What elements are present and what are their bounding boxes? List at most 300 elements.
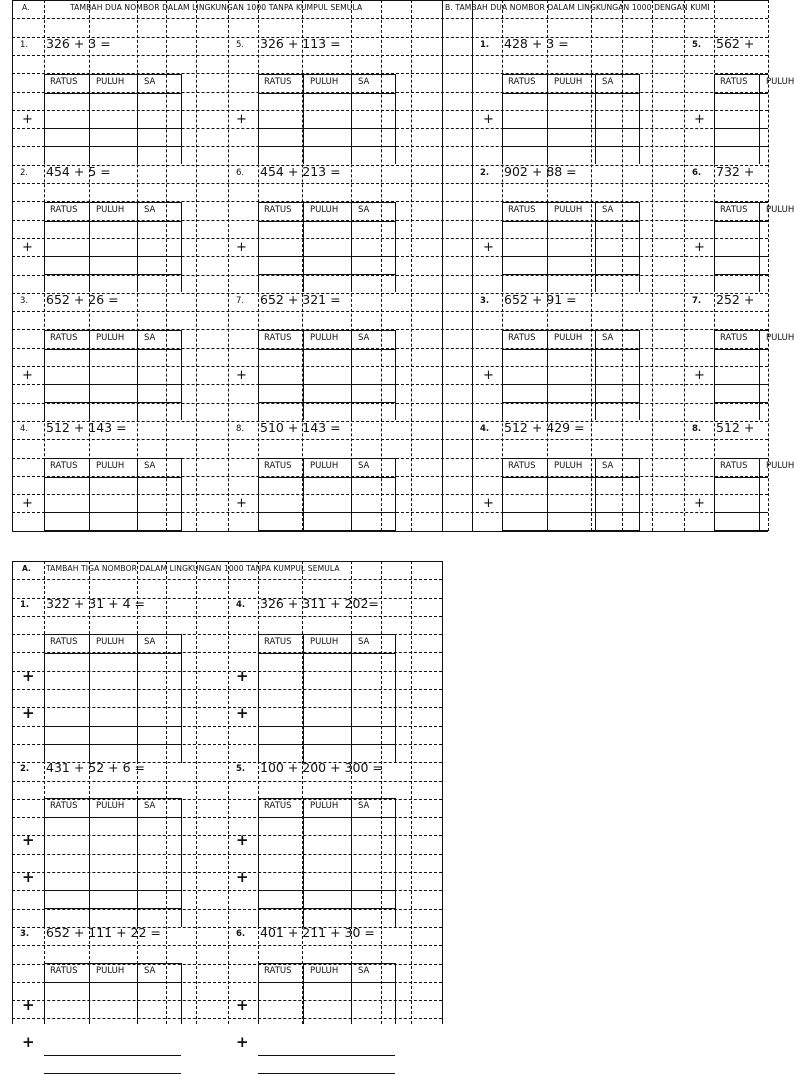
section-border <box>442 0 443 531</box>
column-header-sa: SA <box>144 333 156 343</box>
plus-sign: + <box>236 996 249 1014</box>
problem-expression: 512 + <box>716 420 755 435</box>
top-border <box>12 561 442 562</box>
grid-line <box>381 0 382 531</box>
column-header-ratus: RATUS <box>50 333 78 343</box>
plus-sign: + <box>694 368 705 383</box>
problem-expression: 326 + 3 = <box>46 36 111 51</box>
box-line <box>44 744 181 745</box>
box-line <box>258 202 395 203</box>
plus-sign: + <box>483 496 494 511</box>
box-line <box>547 330 548 420</box>
plus-sign: + <box>483 368 494 383</box>
sum-line <box>258 726 395 727</box>
box-line <box>137 458 138 531</box>
box-line <box>44 74 45 164</box>
box-line <box>181 330 182 420</box>
grid-line <box>12 1018 442 1019</box>
column-header-ratus: RATUS <box>508 77 536 87</box>
sum-line <box>44 1055 181 1056</box>
box-line <box>181 634 182 763</box>
section-border <box>12 0 13 531</box>
box-line <box>639 74 640 164</box>
grid-line <box>381 561 382 1024</box>
column-header-ratus: RATUS <box>264 205 292 215</box>
box-line <box>502 458 639 459</box>
box-line <box>395 330 396 420</box>
box-line <box>351 634 352 763</box>
box-line <box>44 963 45 1024</box>
plus-sign: + <box>236 831 249 849</box>
box-line <box>258 202 259 292</box>
box-line <box>89 74 90 164</box>
sum-line <box>502 512 639 513</box>
box-line <box>502 202 503 292</box>
problem-expression: 431 + 52 + 6 = <box>46 760 146 775</box>
plus-sign: + <box>22 704 35 722</box>
plus-sign: + <box>22 240 33 255</box>
box-line <box>258 93 395 94</box>
box-line <box>547 458 548 531</box>
grid-line <box>12 165 768 166</box>
box-line <box>44 982 181 983</box>
box-line <box>137 202 138 292</box>
column-header-sa: SA <box>358 461 370 471</box>
box-line <box>502 330 639 331</box>
box-line <box>181 963 182 1024</box>
column-header-sa: SA <box>144 637 156 647</box>
problem-expression: 454 + 5 = <box>46 164 111 179</box>
sum-line <box>44 384 181 385</box>
grid-line <box>12 579 442 580</box>
box-line <box>395 798 396 927</box>
grid-line <box>12 1000 442 1001</box>
sum-line <box>258 890 395 891</box>
box-line <box>759 330 760 420</box>
sum-line <box>44 128 181 129</box>
section-border <box>12 561 13 1024</box>
problem-number: 8. <box>236 424 245 434</box>
column-header-puluh: PULUH <box>96 77 125 87</box>
box-line <box>303 798 304 927</box>
column-header-ratus: RATUS <box>508 461 536 471</box>
problem-expression: 326 + 311 + 202= <box>260 596 379 611</box>
problem-number: 5. <box>692 40 702 50</box>
grid-line <box>12 854 442 855</box>
grid-line <box>12 964 442 965</box>
plus-sign: + <box>236 368 247 383</box>
column-header-puluh: PULUH <box>310 333 339 343</box>
box-line <box>258 798 395 799</box>
grid-line <box>12 872 442 873</box>
box-line <box>351 963 352 1024</box>
column-header-ratus: RATUS <box>264 333 292 343</box>
plus-sign: + <box>22 112 33 127</box>
box-line <box>759 74 760 164</box>
box-line <box>44 458 45 531</box>
sum-line <box>258 1055 395 1056</box>
plus-sign: + <box>236 240 247 255</box>
grid-line <box>684 0 685 531</box>
box-line <box>395 634 396 763</box>
box-line <box>89 634 90 763</box>
box-line <box>258 74 395 75</box>
box-line <box>258 330 395 331</box>
box-line <box>44 817 181 818</box>
column-header-puluh: PULUH <box>96 333 125 343</box>
section-title: TAMBAH TIGA NOMBOR DALAM LINGKUNGAN 1000 TANPA KUMPUL SEMULA <box>46 564 340 573</box>
box-line <box>595 74 596 164</box>
grid-line <box>196 0 197 531</box>
sum-line <box>44 726 181 727</box>
box-line <box>759 458 760 531</box>
column-header-puluh: PULUH <box>310 461 339 471</box>
grid-line <box>44 561 45 1024</box>
box-line <box>44 93 181 94</box>
box-line <box>258 221 395 222</box>
column-header-ratus: RATUS <box>50 637 78 647</box>
sum-line <box>502 256 639 257</box>
box-line <box>714 458 715 531</box>
problem-number: 2. <box>20 764 30 774</box>
problem-number: 3. <box>480 296 490 306</box>
box-line <box>137 634 138 763</box>
column-header-sa: SA <box>358 637 370 647</box>
grid-line <box>12 366 768 367</box>
box-line <box>44 202 181 203</box>
grid-line <box>12 439 768 440</box>
box-line <box>502 477 639 478</box>
box-line <box>547 202 548 292</box>
box-line <box>44 402 181 403</box>
box-line <box>303 202 304 292</box>
plus-sign: + <box>22 996 35 1014</box>
column-header-ratus: RATUS <box>50 205 78 215</box>
problem-expression: 652 + 111 + 22 = <box>46 925 161 940</box>
box-line <box>258 458 395 459</box>
grid-line <box>652 0 653 531</box>
column-header-puluh: PULUH <box>766 461 794 471</box>
grid-line <box>622 0 623 531</box>
sum-line <box>502 128 639 129</box>
grid-line <box>302 561 303 1024</box>
column-header-ratus: RATUS <box>720 333 748 343</box>
sum-line <box>258 128 395 129</box>
problem-expression: 326 + 113 = <box>260 36 341 51</box>
column-header-puluh: PULUH <box>554 333 583 343</box>
column-header-puluh: PULUH <box>96 966 125 976</box>
column-header-ratus: RATUS <box>50 966 78 976</box>
grid-line <box>166 561 167 1024</box>
column-header-sa: SA <box>144 77 156 87</box>
problem-expression: 652 + 91 = <box>504 292 577 307</box>
problem-expression: 652 + 321 = <box>260 292 341 307</box>
box-line <box>395 202 396 292</box>
grid-line <box>12 55 768 56</box>
box-line <box>547 74 548 164</box>
box-line <box>258 458 259 531</box>
box-line <box>258 634 259 763</box>
column-header-puluh: PULUH <box>766 333 794 343</box>
sum-line <box>502 384 639 385</box>
problem-number: 1. <box>20 40 29 50</box>
column-header-ratus: RATUS <box>264 801 292 811</box>
problem-number: 6. <box>236 929 246 939</box>
section-title: B. TAMBAH DUA NOMBOR DALAM LINGKUNGAN 1000 DENGAN KUMI <box>445 3 710 12</box>
problem-number: 6. <box>692 168 702 178</box>
box-line <box>502 146 639 147</box>
box-line <box>303 634 304 763</box>
box-line <box>759 202 760 292</box>
box-line <box>303 74 304 164</box>
column-header-ratus: RATUS <box>720 77 748 87</box>
box-line <box>502 349 639 350</box>
bottom-border <box>12 531 768 532</box>
column-header-sa: SA <box>358 205 370 215</box>
column-header-puluh: PULUH <box>96 801 125 811</box>
plus-sign: + <box>236 704 249 722</box>
sum-line <box>44 512 181 513</box>
box-line <box>181 458 182 531</box>
grid-line <box>12 616 442 617</box>
grid-line <box>12 293 768 294</box>
problem-number: 4. <box>236 600 246 610</box>
column-header-sa: SA <box>602 333 614 343</box>
column-header-puluh: PULUH <box>96 637 125 647</box>
column-header-puluh: PULUH <box>310 801 339 811</box>
box-line <box>258 908 395 909</box>
box-line <box>44 963 181 964</box>
box-line <box>44 221 181 222</box>
section-letter: A. <box>22 564 31 573</box>
grid-line <box>12 238 768 239</box>
box-line <box>351 458 352 531</box>
problem-number: 5. <box>236 40 245 50</box>
box-line <box>502 402 639 403</box>
grid-line <box>12 707 442 708</box>
plus-sign: + <box>22 667 35 685</box>
sum-line <box>258 384 395 385</box>
box-line <box>258 402 395 403</box>
column-header-puluh: PULUH <box>310 637 339 647</box>
sum-line <box>258 256 395 257</box>
problem-number: 2. <box>20 168 29 178</box>
grid-line <box>137 561 138 1024</box>
box-line <box>137 330 138 420</box>
sum-line <box>44 256 181 257</box>
box-line <box>502 93 639 94</box>
column-header-ratus: RATUS <box>264 966 292 976</box>
box-line <box>258 817 395 818</box>
grid-line <box>12 835 442 836</box>
box-line <box>181 798 182 927</box>
box-line <box>303 458 304 531</box>
section-letter: A. <box>22 3 30 12</box>
box-line <box>395 74 396 164</box>
grid-line <box>196 561 197 1024</box>
problem-number: 5. <box>236 764 246 774</box>
column-header-sa: SA <box>602 461 614 471</box>
column-header-ratus: RATUS <box>508 205 536 215</box>
sum-line <box>258 512 395 513</box>
section-border <box>442 561 443 1024</box>
box-line <box>303 963 304 1024</box>
section-title: TAMBAH DUA NOMBOR DALAM LINGKUNGAN 1000 TANPA KUMPUL SEMULA <box>70 3 363 12</box>
column-header-ratus: RATUS <box>50 461 78 471</box>
problem-number: 4. <box>20 424 29 434</box>
problem-expression: 428 + 3 = <box>504 36 569 51</box>
grid-line <box>12 37 768 38</box>
grid-line <box>12 110 768 111</box>
box-line <box>44 908 181 909</box>
box-line <box>351 330 352 420</box>
box-line <box>502 74 639 75</box>
box-line <box>44 146 181 147</box>
plus-sign: + <box>694 240 705 255</box>
box-line <box>44 634 45 763</box>
grid-line <box>258 561 259 1024</box>
box-line <box>258 74 259 164</box>
column-header-sa: SA <box>358 801 370 811</box>
box-line <box>44 458 181 459</box>
grid-line <box>228 0 229 531</box>
box-line <box>44 274 181 275</box>
box-line <box>639 330 640 420</box>
box-line <box>258 477 395 478</box>
box-line <box>714 74 715 164</box>
box-line <box>137 74 138 164</box>
box-line <box>258 963 395 964</box>
box-line <box>44 798 45 927</box>
box-line <box>303 330 304 420</box>
column-header-ratus: RATUS <box>720 205 748 215</box>
problem-number: 2. <box>480 168 490 178</box>
grid-line <box>166 0 167 531</box>
plus-sign: + <box>22 496 33 511</box>
box-line <box>258 530 395 531</box>
sum-line <box>44 890 181 891</box>
box-line <box>181 202 182 292</box>
box-line <box>258 963 259 1024</box>
column-header-puluh: PULUH <box>554 205 583 215</box>
column-header-sa: SA <box>358 77 370 87</box>
grid-line <box>228 561 229 1024</box>
plus-sign: + <box>22 1033 35 1051</box>
column-header-puluh: PULUH <box>96 205 125 215</box>
box-line <box>502 202 639 203</box>
top-border <box>12 0 768 1</box>
box-line <box>258 274 395 275</box>
box-line <box>639 458 640 531</box>
plus-sign: + <box>483 240 494 255</box>
box-line <box>258 146 395 147</box>
problem-expression: 401 + 211 + 30 = <box>260 925 375 940</box>
problem-number: 3. <box>20 929 30 939</box>
box-line <box>258 744 395 745</box>
plus-sign: + <box>694 112 705 127</box>
problem-number: 7. <box>692 296 702 306</box>
box-line <box>595 458 596 531</box>
box-line <box>502 458 503 531</box>
column-header-puluh: PULUH <box>310 77 339 87</box>
grid-line <box>12 275 768 276</box>
box-line <box>258 634 395 635</box>
plus-sign: + <box>236 868 249 886</box>
column-header-sa: SA <box>602 77 614 87</box>
box-line <box>639 202 640 292</box>
column-header-puluh: PULUH <box>766 205 794 215</box>
column-header-puluh: PULUH <box>96 461 125 471</box>
box-line <box>137 798 138 927</box>
box-line <box>89 202 90 292</box>
grid-line <box>591 0 592 531</box>
box-line <box>89 798 90 927</box>
column-header-sa: SA <box>358 966 370 976</box>
box-line <box>258 982 395 983</box>
box-line <box>44 349 181 350</box>
grid-line <box>12 183 768 184</box>
box-line <box>44 530 181 531</box>
problem-expression: 902 + 88 = <box>504 164 577 179</box>
grid-line <box>12 18 768 19</box>
box-line <box>714 330 715 420</box>
problem-expression: 512 + 429 = <box>504 420 585 435</box>
column-header-sa: SA <box>358 333 370 343</box>
box-line <box>44 634 181 635</box>
box-line <box>502 74 503 164</box>
problem-number: 4. <box>480 424 490 434</box>
problem-number: 6. <box>236 168 245 178</box>
column-header-ratus: RATUS <box>264 77 292 87</box>
column-header-ratus: RATUS <box>264 461 292 471</box>
column-header-sa: SA <box>144 461 156 471</box>
plus-sign: + <box>236 1033 249 1051</box>
column-header-sa: SA <box>144 801 156 811</box>
grid-line <box>12 781 442 782</box>
plus-sign: + <box>22 868 35 886</box>
box-line <box>595 202 596 292</box>
column-header-ratus: RATUS <box>508 333 536 343</box>
box-line <box>44 330 181 331</box>
box-line <box>351 202 352 292</box>
plus-sign: + <box>22 368 33 383</box>
column-header-sa: SA <box>144 205 156 215</box>
box-line <box>502 274 639 275</box>
column-header-ratus: RATUS <box>50 77 78 87</box>
grid-line <box>12 689 442 690</box>
column-header-ratus: RATUS <box>264 637 292 647</box>
plus-sign: + <box>22 831 35 849</box>
box-line <box>595 330 596 420</box>
box-line <box>714 202 715 292</box>
column-header-sa: SA <box>144 966 156 976</box>
column-header-puluh: PULUH <box>766 77 794 87</box>
column-header-ratus: RATUS <box>50 801 78 811</box>
plus-sign: + <box>236 112 247 127</box>
box-line <box>44 74 181 75</box>
box-line <box>89 458 90 531</box>
column-header-ratus: RATUS <box>720 461 748 471</box>
problem-expression: 454 + 213 = <box>260 164 341 179</box>
grid-line <box>12 671 442 672</box>
problem-expression: 252 + <box>716 292 755 307</box>
problem-number: 1. <box>20 600 30 610</box>
column-header-puluh: PULUH <box>310 205 339 215</box>
grid-line <box>89 561 90 1024</box>
box-line <box>258 349 395 350</box>
problem-expression: 512 + 143 = <box>46 420 127 435</box>
column-header-sa: SA <box>602 205 614 215</box>
